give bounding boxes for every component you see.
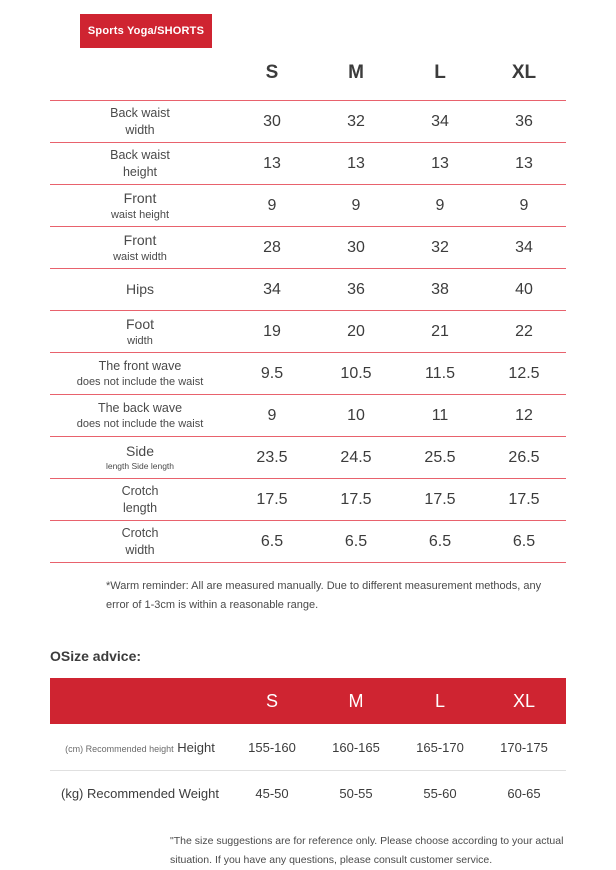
row-label-line1: Crotch: [121, 483, 159, 498]
cell-value: 22: [482, 311, 566, 353]
size-chart-table: [50, 62, 566, 563]
row-label-line2: width: [125, 542, 155, 557]
row-label-line2: height: [122, 164, 158, 179]
cell-value: 170-175: [482, 724, 566, 770]
row-label-crotch-length: [50, 479, 230, 521]
advice-row-label-weight: [50, 770, 230, 816]
warm-reminder-text: *Warm reminder: All are measured manually. Due to different measurement methods, any error of 1-3cm is within a reasonable range.: [106, 580, 542, 611]
row-label-line1: The back wave: [97, 400, 183, 415]
cell-value: 38: [398, 269, 482, 311]
cell-value: 10: [314, 395, 398, 437]
cell-value: 6.5: [398, 521, 482, 563]
cell-value: 17.5: [230, 479, 314, 521]
cell-value: 12.5: [482, 353, 566, 395]
size-header-blank: [50, 62, 230, 101]
table-row: [50, 521, 566, 563]
cell-value: 9: [230, 395, 314, 437]
row-label-line2: does not include the waist: [76, 417, 204, 430]
size-header-s: S: [265, 62, 279, 83]
cell-value: 34: [230, 269, 314, 311]
cell-value: 36: [482, 101, 566, 143]
row-label-line1: Side: [125, 443, 155, 460]
advice-header-s: S: [230, 678, 314, 724]
row-label-line1: Hips: [125, 281, 154, 298]
cell-value: 32: [314, 101, 398, 143]
cell-value: 34: [398, 101, 482, 143]
table-row: [50, 437, 566, 479]
cell-value: 11.5: [398, 353, 482, 395]
advice-header-blank: [50, 678, 230, 724]
cell-value: 45-50: [255, 786, 289, 802]
row-label-back-wave: [50, 395, 230, 437]
cell-value: 13: [314, 143, 398, 185]
size-header-xl: XL: [511, 62, 537, 83]
cell-value: 19: [230, 311, 314, 353]
table-row: [50, 479, 566, 521]
row-label-line1: Front: [123, 189, 157, 206]
table-row: [50, 353, 566, 395]
table-row: [50, 770, 566, 816]
table-row: [50, 185, 566, 227]
cell-value: 20: [314, 311, 398, 353]
table-row: [50, 227, 566, 269]
size-advice-note: "The size suggestions are for reference only. Please choose according to your actual situation. If you have any questions, please consult customer service.: [170, 835, 564, 867]
cell-value: 23.5: [230, 437, 314, 479]
category-badge: Sports Yoga/SHORTS: [80, 14, 212, 48]
cell-value: 34: [482, 227, 566, 269]
cell-value: 17.5: [398, 479, 482, 521]
row-label-line2: length: [122, 500, 158, 515]
table-row: [50, 143, 566, 185]
cell-value: 60-65: [507, 786, 541, 802]
cell-value: 11: [398, 395, 482, 437]
table-row: [50, 724, 566, 770]
cell-value: 13: [482, 143, 566, 185]
cell-value: 9: [398, 185, 482, 227]
cell-value: 26.5: [482, 437, 566, 479]
cell-value: 9: [482, 185, 566, 227]
size-chart-header-row: [50, 62, 566, 101]
row-label-back-waist-height: [50, 143, 230, 185]
cell-value: 9: [230, 185, 314, 227]
cell-value: 10.5: [314, 353, 398, 395]
row-label-crotch-width: [50, 521, 230, 563]
cell-value: 9.5: [230, 353, 314, 395]
size-chart-body: [50, 101, 566, 563]
cell-value: 21: [398, 311, 482, 353]
size-chart-head: [50, 62, 566, 101]
advice-header-xl: XL: [482, 678, 566, 724]
row-label-line1: Front: [123, 231, 157, 248]
cell-value: 55-60: [423, 786, 457, 802]
cell-value: 6.5: [230, 521, 314, 563]
row-label-line2: width: [127, 334, 153, 347]
row-label-hips: [50, 269, 230, 311]
cell-value: 155-160: [230, 724, 314, 770]
advice-header-row: [50, 678, 566, 724]
row-label-front-waist-width: [50, 227, 230, 269]
row-label-line2: width: [125, 122, 155, 137]
cell-value: 24.5: [314, 437, 398, 479]
cell-value: 9: [314, 185, 398, 227]
row-label-line1: Foot: [125, 315, 154, 332]
cell-value: 40: [482, 269, 566, 311]
size-header-m: M: [348, 62, 364, 83]
size-advice-title: OSize advice:: [50, 648, 142, 665]
row-label-back-waist-width: [50, 101, 230, 143]
cell-value: 50-55: [339, 786, 373, 802]
table-row: [50, 311, 566, 353]
row-label-line2: length Side length: [105, 461, 175, 472]
cell-value: 30: [230, 101, 314, 143]
cell-value: 6.5: [482, 521, 566, 563]
row-label-line2: does not include the waist: [76, 375, 204, 388]
row-label-front-wave: [50, 353, 230, 395]
cell-value: 6.5: [314, 521, 398, 563]
cell-value: 17.5: [314, 479, 398, 521]
row-label-line2: waist width: [113, 250, 167, 263]
cell-value: 36: [314, 269, 398, 311]
advice-unit-weight: (kg) Recommended Weight: [61, 786, 219, 802]
advice-header-m: M: [314, 678, 398, 724]
row-label-line1: The front wave: [98, 358, 182, 373]
cell-value: 28: [230, 227, 314, 269]
row-label-foot-width: [50, 311, 230, 353]
row-label-line1: Back waist: [110, 105, 170, 120]
table-row: [50, 101, 566, 143]
table-row: [50, 395, 566, 437]
row-label-side-length: [50, 437, 230, 479]
cell-value: 13: [398, 143, 482, 185]
header-row: [0, 0, 616, 62]
advice-unit-height: (cm) Recommended height: [65, 743, 174, 754]
cell-value: 30: [314, 227, 398, 269]
size-header-l: L: [434, 62, 446, 83]
advice-header-l: L: [398, 678, 482, 724]
cell-value: 165-170: [398, 724, 482, 770]
cell-value: 13: [230, 143, 314, 185]
cell-value: 32: [398, 227, 482, 269]
advice-row-label-height: [50, 724, 230, 770]
row-label-line1: Crotch: [121, 525, 159, 540]
row-label-line2: waist height: [110, 208, 170, 221]
row-label-front-waist-height: [50, 185, 230, 227]
size-advice-table: [50, 678, 566, 816]
cell-value: 17.5: [482, 479, 566, 521]
table-row: [50, 269, 566, 311]
size-advice-section: [50, 678, 566, 816]
cell-value: 25.5: [398, 437, 482, 479]
cell-value: 160-165: [314, 724, 398, 770]
cell-value: 12: [482, 395, 566, 437]
advice-name-height: Height: [177, 739, 215, 755]
row-label-line1: Back waist: [110, 147, 170, 162]
